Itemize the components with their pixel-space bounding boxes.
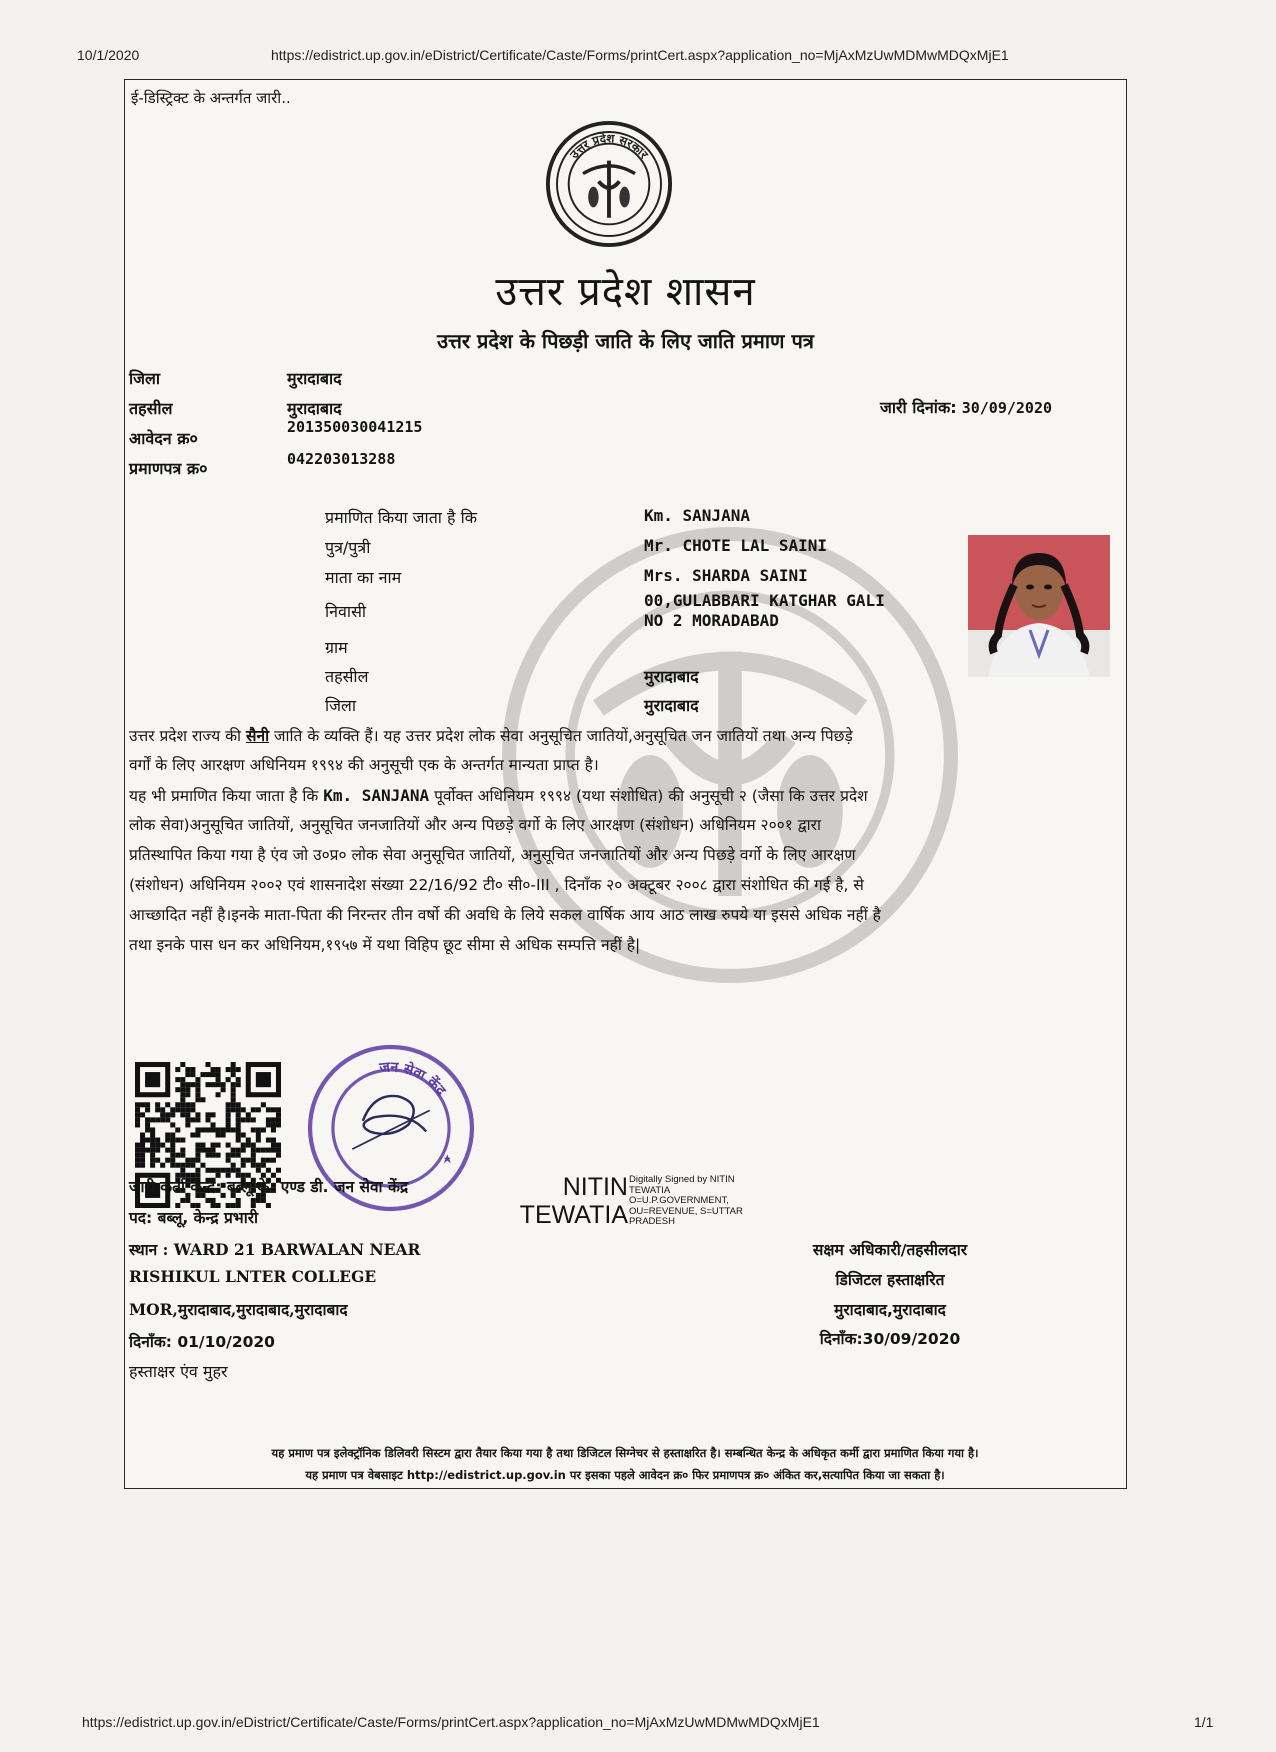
body-para-2-line-2: लोक सेवा)अनुसूचित जातियों, अनुसूचित जनजातियों और अन्य पिछड़े वर्गो के लिए आरक्षण (संशोधन) अधिनियम २००१ द्वारा <box>129 816 821 834</box>
footer-note-2: यह प्रमाण पत्र वेबसाइट http://edistrict.up.gov.in पर इसका पहले आवेदन क्र० फिर प्रमाणपत्र क्र० अंकित कर,सत्यापित किया जा सकता है। <box>305 1468 945 1482</box>
body-para-2-line-3: प्रतिस्थापित किया गया है एंव जो उ०प्र० लोक सेवा अनुसूचित जातियों, अनुसूचित जनजातियों और अन्य पिछड़े वर्गो के लिए आरक्षण <box>129 846 856 864</box>
applicant-photo-icon <box>968 535 1110 677</box>
issuer-place-l1: स्थान : WARD 21 BARWALAN NEAR <box>129 1240 421 1259</box>
page-subtitle: उत्तर प्रदेश के पिछड़ी जाति के लिए जाति प्रमाण पत्र <box>437 329 814 353</box>
body-para-2-line-6: तथा इनके पास धन कर अधिनियम,१९५७ में यथा विहिप छूट सीमा से अधिक सम्पत्ति नहीं है| <box>129 936 641 954</box>
person-value-address-l2: NO 2 MORADABAD <box>644 611 779 630</box>
body-para-1-line-2: वर्गों के लिए आरक्षण अधिनियम १९९४ की अनुसूची एक के अन्तर्गत मान्यता प्राप्त है। <box>129 756 599 774</box>
print-url: https://edistrict.up.gov.in/eDistrict/Certificate/Caste/Forms/printCert.aspx?application_no=MjAxMzUwMDMwMDQxMjE1 <box>271 47 1009 63</box>
authority-l3: मुरादाबाद,मुरादाबाद <box>834 1301 946 1319</box>
digital-sig-name-l1: NITIN <box>562 1173 628 1201</box>
meta-value-district: मुरादाबाद <box>287 369 342 388</box>
issuer-place-l2: RISHIKUL LNTER COLLEGE <box>129 1267 377 1286</box>
up-government-emblem-icon <box>544 119 674 249</box>
svg-text:उत्तर प्रदेश सरकार: उत्तर प्रदेश सरकार <box>567 131 652 162</box>
caste-name: सैनी <box>245 727 270 745</box>
certificate-frame <box>124 79 1127 1489</box>
body-text: उत्तर प्रदेश राज्य की <box>129 727 246 745</box>
person-label-mother: माता का नाम <box>325 568 402 587</box>
meta-value-application-no: 201350030041215 <box>287 418 423 436</box>
print-footer-page: 1/1 <box>1194 1714 1214 1730</box>
issuer-center: जारी कर्ता केन्द्र: बब्लू.के. एण्ड डी. जन सेवा केंद्र <box>129 1178 409 1196</box>
person-value-address-l1: 00,GULABBARI KATGHAR GALI <box>644 591 885 610</box>
digital-sig-detail-line: Digitally Signed by NITIN <box>629 1174 735 1185</box>
body-text: जाति के व्यक्ति हैं। यह उत्तर प्रदेश लोक सेवा अनुसूचित जातियों,अनुसूचित जन जातियों तथा अन्य पिछड़े <box>269 727 853 745</box>
digital-sig-detail-line: OU=REVENUE, S=UTTAR <box>629 1205 743 1217</box>
print-footer-url: https://edistrict.up.gov.in/eDistrict/Certificate/Caste/Forms/printCert.aspx?application_no=MjAxMzUwMDMwMDQxMjE1 <box>82 1714 820 1730</box>
person-label-district: जिला <box>325 696 357 715</box>
footer-note-1: यह प्रमाण पत्र इलेक्ट्रॉनिक डिलिवरी सिस्टम द्वारा तैयार किया गया है तथा डिजिटल सिग्नेचर से हस्ताक्षरित है। सम्बन्धित केन्द्र के अधिकृत कर्मी द्वारा प्रमाणित किया गया है। <box>271 1446 979 1460</box>
applicant-name-inline: Km. SANJANA <box>323 786 430 805</box>
person-label-parent: पुत्र/पुत्री <box>325 538 371 557</box>
issuer-place-l3: MOR,मुरादाबाद,मुरादाबाद,मुरादाबाद <box>129 1300 348 1319</box>
meta-value-certificate-no: 042203013288 <box>287 450 396 468</box>
person-value-district: मुरादाबाद <box>644 696 699 715</box>
digital-sig-name-l2: TEWATIA <box>519 1201 628 1229</box>
issue-date <box>880 396 1052 418</box>
svg-text:जन सेवा केंद्र: जन सेवा केंद्र <box>378 1059 449 1099</box>
issuer-sign-label: हस्ताक्षर एंव मुहर <box>129 1362 228 1381</box>
page-title: उत्तर प्रदेश शासन <box>495 269 756 315</box>
digital-sig-detail-line: O=U.P.GOVERNMENT, <box>629 1195 729 1206</box>
person-label-village: ग्राम <box>325 638 348 657</box>
authority-l4: दिनाँक:30/09/2020 <box>819 1330 961 1348</box>
body-para-2-line-1 <box>129 780 1109 812</box>
body-text: पूर्वोक्त अधिनियम १९९४ (यथा संशोधित) की अनुसूची २ (जैसा कि उत्तर प्रदेश <box>429 787 868 805</box>
authority-l1: सक्षम अधिकारी/तहसीलदार <box>812 1241 968 1259</box>
issuer-date: दिनाँक: 01/10/2020 <box>129 1333 275 1351</box>
body-para-2-line-4: (संशोधन) अधिनियम २००२ एवं शासनादेश संख्या 22/16/92 टी० सी०-III , दिनाँक २० अक्टूबर २००८ द्वारा संशोधित की गई है, से <box>129 876 864 894</box>
digital-sig-detail-line: PRADESH <box>629 1216 675 1227</box>
issue-date-label: जारी दिनांक: <box>880 398 957 417</box>
body-text: यह भी प्रमाणित किया जाता है कि <box>129 787 324 805</box>
meta-label-application-no: आवेदन क्र० <box>129 429 198 448</box>
print-date: 10/1/2020 <box>77 47 140 63</box>
meta-label-certificate-no: प्रमाणपत्र क्र० <box>129 459 208 478</box>
digital-sig-detail-line: TEWATIA <box>629 1184 671 1196</box>
person-value-name: Km. SANJANA <box>644 506 750 525</box>
digital-sig-detail <box>629 1175 769 1228</box>
issued-under-text: ई-डिस्ट्रिक्ट के अन्तर्गत जारी.. <box>131 89 291 107</box>
authority-l2: डिजिटल हस्ताक्षरित <box>835 1271 945 1289</box>
person-label-tehsil: तहसील <box>325 667 369 686</box>
body-para-2-line-5: आच्छादित नहीं है।इनके माता-पिता की निरन्तर तीन वर्षो की अवधि के लिये सकल वार्षिक आय आठ लाख रुपये या इससे अधिक नहीं है <box>129 906 881 924</box>
meta-label-district: जिला <box>129 369 161 388</box>
meta-value-tehsil: मुरादाबाद <box>287 399 342 418</box>
body-para-1-line-1 <box>129 721 1109 752</box>
person-label-resident: निवासी <box>325 602 367 621</box>
person-value-father: Mr. CHOTE LAL SAINI <box>644 536 828 555</box>
person-value-mother: Mrs. SHARDA SAINI <box>644 566 808 585</box>
person-value-tehsil: मुरादाबाद <box>644 667 699 686</box>
meta-label-tehsil: तहसील <box>129 399 173 418</box>
issue-date-value: 30/09/2020 <box>961 399 1053 417</box>
person-label-certified: प्रमाणित किया जाता है कि <box>325 508 478 527</box>
issuer-post: पद: बब्लू, केन्द्र प्रभारी <box>129 1209 259 1227</box>
